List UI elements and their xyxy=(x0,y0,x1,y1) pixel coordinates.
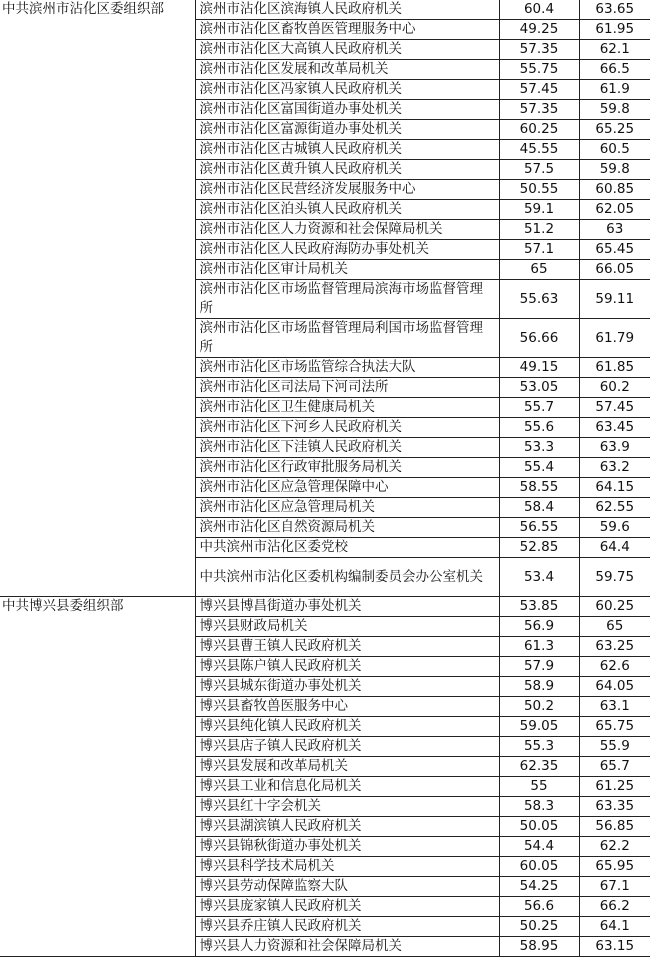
score-b-cell: 64.05 xyxy=(579,677,650,697)
score-a-cell: 53.85 xyxy=(499,597,579,617)
unit-name-cell: 滨州市沾化区市场监督管理局滨海市场监督管理所 xyxy=(195,280,499,319)
score-b-cell: 66.05 xyxy=(579,260,650,280)
score-a-cell: 53.3 xyxy=(499,438,579,458)
score-b-cell: 63.15 xyxy=(579,937,650,957)
unit-name-cell: 博兴县红十字会机关 xyxy=(195,797,499,817)
score-b-cell: 61.79 xyxy=(579,319,650,358)
score-b-cell: 66.2 xyxy=(579,897,650,917)
score-b-cell: 63.1 xyxy=(579,697,650,717)
score-b-cell: 61.25 xyxy=(579,777,650,797)
unit-name-cell: 博兴县湖滨镇人民政府机关 xyxy=(195,817,499,837)
score-a-cell: 58.55 xyxy=(499,478,579,498)
score-b-cell: 63.25 xyxy=(579,637,650,657)
score-b-cell: 63.65 xyxy=(579,0,650,20)
unit-name-cell: 博兴县畜牧兽医服务中心 xyxy=(195,697,499,717)
unit-name-cell: 滨州市沾化区人民政府海防办事处机关 xyxy=(195,240,499,260)
unit-name-cell: 滨州市沾化区应急管理局机关 xyxy=(195,498,499,518)
score-a-cell: 65 xyxy=(499,260,579,280)
unit-name-cell: 滨州市沾化区司法局下河司法所 xyxy=(195,378,499,398)
unit-name-cell: 博兴县锦秋街道办事处机关 xyxy=(195,837,499,857)
score-b-cell: 60.5 xyxy=(579,140,650,160)
score-b-cell: 60.85 xyxy=(579,180,650,200)
score-a-cell: 54.25 xyxy=(499,877,579,897)
score-b-cell: 60.25 xyxy=(579,597,650,617)
score-a-cell: 56.55 xyxy=(499,518,579,538)
unit-name-cell: 滨州市沾化区审计局机关 xyxy=(195,260,499,280)
score-b-cell: 65.95 xyxy=(579,857,650,877)
score-b-cell: 61.9 xyxy=(579,80,650,100)
unit-name-cell: 博兴县庞家镇人民政府机关 xyxy=(195,897,499,917)
score-a-cell: 49.15 xyxy=(499,358,579,378)
table-row xyxy=(0,0,650,20)
score-a-cell: 49.25 xyxy=(499,20,579,40)
score-b-cell: 56.85 xyxy=(579,817,650,837)
score-a-cell: 53.4 xyxy=(499,558,579,597)
score-b-cell: 62.55 xyxy=(579,498,650,518)
score-b-cell: 57.45 xyxy=(579,398,650,418)
score-b-cell: 63.2 xyxy=(579,458,650,478)
score-a-cell: 50.05 xyxy=(499,817,579,837)
unit-name-cell: 博兴县陈户镇人民政府机关 xyxy=(195,657,499,677)
score-a-cell: 55.4 xyxy=(499,458,579,478)
score-b-cell: 59.11 xyxy=(579,280,650,319)
score-b-cell: 64.15 xyxy=(579,478,650,498)
score-a-cell: 55.3 xyxy=(499,737,579,757)
score-a-cell: 62.35 xyxy=(499,757,579,777)
unit-name-cell: 滨州市沾化区富国街道办事处机关 xyxy=(195,100,499,120)
score-b-cell: 61.95 xyxy=(579,20,650,40)
score-b-cell: 62.6 xyxy=(579,657,650,677)
unit-name-cell: 滨州市沾化区富源街道办事处机关 xyxy=(195,120,499,140)
unit-name-cell: 滨州市沾化区民营经济发展服务中心 xyxy=(195,180,499,200)
score-a-cell: 53.05 xyxy=(499,378,579,398)
unit-name-cell: 滨州市沾化区下河乡人民政府机关 xyxy=(195,418,499,438)
score-a-cell: 51.2 xyxy=(499,220,579,240)
score-b-cell: 63.9 xyxy=(579,438,650,458)
score-a-cell: 60.25 xyxy=(499,120,579,140)
score-a-cell: 57.45 xyxy=(499,80,579,100)
unit-name-cell: 中共滨州市沾化区委机构编制委员会办公室机关 xyxy=(195,558,499,597)
score-b-cell: 55.9 xyxy=(579,737,650,757)
score-a-cell: 55.63 xyxy=(499,280,579,319)
score-a-cell: 56.66 xyxy=(499,319,579,358)
score-a-cell: 57.35 xyxy=(499,40,579,60)
score-b-cell: 67.1 xyxy=(579,877,650,897)
score-a-cell: 50.55 xyxy=(499,180,579,200)
unit-name-cell: 博兴县曹王镇人民政府机关 xyxy=(195,637,499,657)
unit-name-cell: 博兴县发展和改革局机关 xyxy=(195,757,499,777)
score-b-cell: 66.5 xyxy=(579,60,650,80)
score-b-cell: 59.8 xyxy=(579,100,650,120)
score-a-cell: 58.95 xyxy=(499,937,579,957)
unit-name-cell: 滨州市沾化区市场监督管理局利国市场监督管理所 xyxy=(195,319,499,358)
unit-name-cell: 滨州市沾化区发展和改革局机关 xyxy=(195,60,499,80)
score-a-cell: 59.1 xyxy=(499,200,579,220)
score-b-cell: 59.8 xyxy=(579,160,650,180)
unit-name-cell: 滨州市沾化区卫生健康局机关 xyxy=(195,398,499,418)
score-b-cell: 65.45 xyxy=(579,240,650,260)
unit-name-cell: 滨州市沾化区下洼镇人民政府机关 xyxy=(195,438,499,458)
unit-name-cell: 博兴县纯化镇人民政府机关 xyxy=(195,717,499,737)
score-a-cell: 56.6 xyxy=(499,897,579,917)
unit-name-cell: 滨州市沾化区行政审批服务局机关 xyxy=(195,458,499,478)
score-b-cell: 60.2 xyxy=(579,378,650,398)
unit-name-cell: 博兴县工业和信息化局机关 xyxy=(195,777,499,797)
score-a-cell: 57.1 xyxy=(499,240,579,260)
score-b-cell: 63 xyxy=(579,220,650,240)
score-a-cell: 58.4 xyxy=(499,498,579,518)
score-b-cell: 62.2 xyxy=(579,837,650,857)
score-a-cell: 52.85 xyxy=(499,538,579,558)
unit-name-cell: 滨州市沾化区自然资源局机关 xyxy=(195,518,499,538)
score-b-cell: 59.75 xyxy=(579,558,650,597)
unit-name-cell: 博兴县财政局机关 xyxy=(195,617,499,637)
score-a-cell: 57.35 xyxy=(499,100,579,120)
score-a-cell: 55 xyxy=(499,777,579,797)
unit-name-cell: 滨州市沾化区滨海镇人民政府机关 xyxy=(195,0,499,20)
score-b-cell: 65.7 xyxy=(579,757,650,777)
score-a-cell: 56.9 xyxy=(499,617,579,637)
unit-name-cell: 滨州市沾化区古城镇人民政府机关 xyxy=(195,140,499,160)
score-a-cell: 50.25 xyxy=(499,917,579,937)
unit-name-cell: 博兴县人力资源和社会保障局机关 xyxy=(195,937,499,957)
unit-name-cell: 博兴县店子镇人民政府机关 xyxy=(195,737,499,757)
score-b-cell: 64.4 xyxy=(579,538,650,558)
score-b-cell: 64.1 xyxy=(579,917,650,937)
unit-name-cell: 滨州市沾化区市场监管综合执法大队 xyxy=(195,358,499,378)
score-b-cell: 65 xyxy=(579,617,650,637)
score-a-cell: 58.9 xyxy=(499,677,579,697)
score-a-cell: 57.9 xyxy=(499,657,579,677)
score-a-cell: 60.4 xyxy=(499,0,579,20)
score-b-cell: 65.25 xyxy=(579,120,650,140)
score-b-cell: 65.75 xyxy=(579,717,650,737)
score-a-cell: 61.3 xyxy=(499,637,579,657)
score-b-cell: 59.6 xyxy=(579,518,650,538)
unit-name-cell: 博兴县劳动保障监察大队 xyxy=(195,877,499,897)
score-b-cell: 62.05 xyxy=(579,200,650,220)
table-row xyxy=(0,597,650,617)
unit-name-cell: 博兴县城东街道办事处机关 xyxy=(195,677,499,697)
score-a-cell: 55.6 xyxy=(499,418,579,438)
score-a-cell: 57.5 xyxy=(499,160,579,180)
score-a-cell: 59.05 xyxy=(499,717,579,737)
score-a-cell: 55.75 xyxy=(499,60,579,80)
unit-name-cell: 中共滨州市沾化区委党校 xyxy=(195,538,499,558)
score-b-cell: 63.35 xyxy=(579,797,650,817)
unit-name-cell: 滨州市沾化区人力资源和社会保障局机关 xyxy=(195,220,499,240)
score-a-cell: 45.55 xyxy=(499,140,579,160)
unit-name-cell: 博兴县科学技术局机关 xyxy=(195,857,499,877)
score-a-cell: 54.4 xyxy=(499,837,579,857)
unit-name-cell: 滨州市沾化区冯家镇人民政府机关 xyxy=(195,80,499,100)
score-a-cell: 55.7 xyxy=(499,398,579,418)
unit-name-cell: 滨州市沾化区应急管理保障中心 xyxy=(195,478,499,498)
unit-name-cell: 滨州市沾化区畜牧兽医管理服务中心 xyxy=(195,20,499,40)
score-b-cell: 63.45 xyxy=(579,418,650,438)
score-a-cell: 60.05 xyxy=(499,857,579,877)
score-b-cell: 61.85 xyxy=(579,358,650,378)
unit-name-cell: 博兴县博昌街道办事处机关 xyxy=(195,597,499,617)
org-cell: 中共滨州市沾化区委组织部 xyxy=(0,0,195,597)
unit-name-cell: 滨州市沾化区泊头镇人民政府机关 xyxy=(195,200,499,220)
unit-name-cell: 滨州市沾化区黄升镇人民政府机关 xyxy=(195,160,499,180)
org-cell: 中共博兴县委组织部 xyxy=(0,597,195,957)
unit-name-cell: 滨州市沾化区大高镇人民政府机关 xyxy=(195,40,499,60)
score-a-cell: 50.2 xyxy=(499,697,579,717)
unit-name-cell: 博兴县乔庄镇人民政府机关 xyxy=(195,917,499,937)
score-a-cell: 58.3 xyxy=(499,797,579,817)
score-b-cell: 62.1 xyxy=(579,40,650,60)
